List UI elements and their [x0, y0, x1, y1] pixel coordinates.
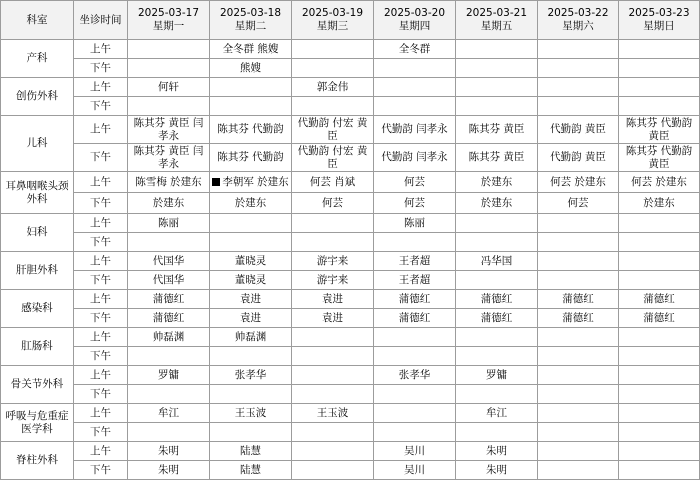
doctor-cell: 陈其芬 黄臣 闫孝永: [128, 144, 210, 172]
doctor-cell: [538, 461, 619, 480]
doctor-cell: [292, 40, 374, 59]
doctor-cell: 吴川: [374, 461, 456, 480]
doctor-cell: [292, 328, 374, 347]
doctor-cell: 陈其芬 代勤韵 黄臣: [619, 116, 700, 144]
doctor-cell: [374, 59, 456, 78]
doctor-cell: [210, 347, 292, 366]
doctor-cell: 於建东: [619, 193, 700, 214]
doctor-cell: [128, 347, 210, 366]
doctor-cell: [374, 328, 456, 347]
day-date: 2025-03-17: [137, 7, 200, 19]
doctor-cell: [292, 442, 374, 461]
doctor-cell: 蒲德红: [128, 290, 210, 309]
doctor-cell: [619, 214, 700, 233]
doctor-cell: 蒲德红: [619, 290, 700, 309]
doctor-cell: 袁进: [210, 290, 292, 309]
doctor-cell: [374, 404, 456, 423]
table-row: [1, 290, 700, 309]
doctor-cell: 熊嫂: [210, 59, 292, 78]
doctor-cell: 牟江: [128, 404, 210, 423]
department-name: 肛肠科: [1, 328, 74, 366]
period-cell: 上午: [74, 404, 128, 423]
department-name: 感染科: [1, 290, 74, 328]
doctor-cell: [128, 233, 210, 252]
table-row: [1, 193, 700, 214]
table-row: [1, 347, 700, 366]
doctor-cell: 朱明: [456, 461, 538, 480]
department-name: 耳鼻咽喉头颈外科: [1, 172, 74, 214]
doctor-cell: [619, 59, 700, 78]
doctor-cell: [619, 385, 700, 404]
doctor-cell: 帅磊渊: [210, 328, 292, 347]
period-cell: 下午: [74, 347, 128, 366]
doctor-cell: [619, 78, 700, 97]
doctor-cell: 朱明: [128, 442, 210, 461]
table-row: [1, 309, 700, 328]
day-header: [538, 1, 619, 40]
day-date: 2025-03-20: [383, 7, 446, 19]
doctor-cell: 何芸: [374, 193, 456, 214]
doctor-cell: 王者超: [374, 252, 456, 271]
table-row: [1, 233, 700, 252]
doctor-cell: 何轩: [128, 78, 210, 97]
doctor-cell: [210, 214, 292, 233]
doctor-cell: [619, 233, 700, 252]
doctor-cell: 董晓灵: [210, 271, 292, 290]
doctor-cell: [292, 423, 374, 442]
doctor-cell: 陆慧: [210, 442, 292, 461]
department-name: 呼吸与危重症医学科: [1, 404, 74, 442]
doctor-cell: [210, 172, 292, 193]
doctor-cell: 何芸: [292, 193, 374, 214]
doctor-cell: 於建东: [128, 193, 210, 214]
day-date: 2025-03-23: [628, 7, 690, 19]
doctor-cell: 郭金伟: [292, 78, 374, 97]
table-row: [1, 404, 700, 423]
doctor-cell: 陆慧: [210, 461, 292, 480]
doctor-cell: [538, 97, 619, 116]
day-header: [619, 1, 700, 40]
doctor-cell: 蒲德红: [456, 290, 538, 309]
doctor-cell: 蒲德红: [128, 309, 210, 328]
period-cell: 下午: [74, 309, 128, 328]
doctor-cell: [619, 404, 700, 423]
doctor-cell: [128, 385, 210, 404]
doctor-cell: [538, 347, 619, 366]
doctor-cell: [128, 97, 210, 116]
table-row: [1, 461, 700, 480]
doctor-cell: 袁进: [210, 309, 292, 328]
doctor-cell: [538, 385, 619, 404]
day-weekday: 星期六: [562, 20, 594, 32]
doctor-cell: [619, 442, 700, 461]
doctor-cell: [538, 233, 619, 252]
period-cell: 下午: [74, 233, 128, 252]
doctor-cell: 董晓灵: [210, 252, 292, 271]
day-weekday: 星期三: [316, 20, 349, 32]
doctor-cell: [619, 40, 700, 59]
doctor-cell: 陈其芬 黄臣: [456, 116, 538, 144]
period-cell: 上午: [74, 442, 128, 461]
doctor-cell: 蒲德红: [538, 309, 619, 328]
day-date: 2025-03-21: [465, 7, 528, 19]
table-row: [1, 252, 700, 271]
doctor-cell: 罗镛: [128, 366, 210, 385]
doctor-cell: [292, 347, 374, 366]
doctor-cell: 袁进: [292, 309, 374, 328]
doctor-cell: [456, 233, 538, 252]
doctor-cell: [374, 423, 456, 442]
doctor-cell: [538, 252, 619, 271]
doctor-cell: 帅磊渊: [128, 328, 210, 347]
doctor-cell: 王玉波: [210, 404, 292, 423]
doctor-cell: 朱明: [456, 442, 538, 461]
doctor-cell: [538, 40, 619, 59]
doctor-cell: [456, 78, 538, 97]
department-name: 产科: [1, 40, 74, 78]
schedule-body: [1, 40, 700, 480]
doctor-cell: [456, 328, 538, 347]
doctor-cell: [210, 233, 292, 252]
table-row: [1, 144, 700, 172]
department-name: 骨关节外科: [1, 366, 74, 404]
doctor-cell: [456, 214, 538, 233]
table-row: [1, 271, 700, 290]
doctor-cell: 蒲德红: [374, 309, 456, 328]
doctor-cell: 何芸 於建东: [538, 172, 619, 193]
period-cell: 上午: [74, 116, 128, 144]
doctor-cell: 陈丽: [374, 214, 456, 233]
doctor-cell: [619, 252, 700, 271]
period-cell: 下午: [74, 59, 128, 78]
doctor-cell: [374, 97, 456, 116]
doctor-cell: 全冬群 熊嫂: [210, 40, 292, 59]
doctor-cell: [292, 366, 374, 385]
period-cell: 上午: [74, 366, 128, 385]
table-row: [1, 328, 700, 347]
doctor-cell: 蒲德红: [619, 309, 700, 328]
doctor-cell: [538, 442, 619, 461]
period-cell: 下午: [74, 193, 128, 214]
table-row: [1, 97, 700, 116]
day-date: 2025-03-22: [547, 7, 609, 19]
doctor-cell: [538, 328, 619, 347]
doctor-cell: 陈丽: [128, 214, 210, 233]
doctor-cell: [374, 233, 456, 252]
doctor-cell: [374, 385, 456, 404]
day-header: [456, 1, 538, 40]
doctor-cell: [128, 423, 210, 442]
day-header: [210, 1, 292, 40]
doctor-cell: 袁进: [292, 290, 374, 309]
doctor-cell: 何芸 於建东: [619, 172, 700, 193]
doctor-cell: 於建东: [456, 193, 538, 214]
period-cell: 上午: [74, 214, 128, 233]
doctor-cell: 张孝华: [210, 366, 292, 385]
doctor-cell: [128, 40, 210, 59]
doctor-cell: [210, 385, 292, 404]
day-weekday: 星期二: [234, 20, 267, 32]
table-row: [1, 172, 700, 193]
department-name: 创伤外科: [1, 78, 74, 116]
day-header: [292, 1, 374, 40]
doctor-cell: [128, 59, 210, 78]
doctor-cell: [538, 366, 619, 385]
table-row: [1, 442, 700, 461]
doctor-cell: [456, 59, 538, 78]
doctor-cell: [456, 347, 538, 366]
doctor-cell: 陈其芬 代勤韵: [210, 144, 292, 172]
doctor-cell: [619, 328, 700, 347]
day-weekday: 星期五: [480, 20, 513, 32]
period-cell: 上午: [74, 290, 128, 309]
doctor-cell: [374, 347, 456, 366]
doctor-cell: [292, 461, 374, 480]
doctor-cell: 於建东: [456, 172, 538, 193]
doctor-cell: [210, 423, 292, 442]
doctor-cell: [619, 366, 700, 385]
doctor-cell: 游宇来: [292, 271, 374, 290]
doctor-cell: 代勤韵 付宏 黄臣: [292, 144, 374, 172]
day-weekday: 星期日: [643, 20, 675, 32]
doctor-cell: [619, 347, 700, 366]
doctor-cell: [456, 423, 538, 442]
doctor-cell: 朱明: [128, 461, 210, 480]
period-cell: 下午: [74, 461, 128, 480]
period-cell: 上午: [74, 78, 128, 97]
doctor-cell: [292, 97, 374, 116]
doctor-names: 李朝军 於建东: [222, 175, 289, 188]
black-square-mark: [212, 178, 220, 186]
day-date: 2025-03-19: [301, 7, 364, 19]
doctor-cell: 代勤韵 付宏 黄臣: [292, 116, 374, 144]
doctor-cell: 陈雪梅 於建东: [128, 172, 210, 193]
day-header: [374, 1, 456, 40]
table-row: [1, 78, 700, 97]
doctor-cell: 冯华国: [456, 252, 538, 271]
doctor-cell: [292, 233, 374, 252]
doctor-cell: 游宇来: [292, 252, 374, 271]
department-name: 脊柱外科: [1, 442, 74, 480]
doctor-cell: 代勤韵 闫孝永: [374, 116, 456, 144]
doctor-cell: [538, 78, 619, 97]
table-row: [1, 366, 700, 385]
day-date: 2025-03-18: [219, 7, 282, 19]
doctor-cell: 代勤韵 黄臣: [538, 144, 619, 172]
doctor-cell: 何芸: [538, 193, 619, 214]
day-weekday: 星期一: [152, 20, 185, 32]
department-name: 妇科: [1, 214, 74, 252]
doctor-cell: [456, 271, 538, 290]
day-header: [128, 1, 210, 40]
day-weekday: 星期四: [398, 20, 431, 32]
period-cell: 上午: [74, 328, 128, 347]
period-cell: 上午: [74, 40, 128, 59]
table-row: [1, 116, 700, 144]
doctor-cell: 张孝华: [374, 366, 456, 385]
doctor-cell: [538, 404, 619, 423]
doctor-cell: 陈其芬 代勤韵: [210, 116, 292, 144]
doctor-cell: 代勤韵 闫孝永: [374, 144, 456, 172]
period-cell: 下午: [74, 385, 128, 404]
doctor-cell: [292, 214, 374, 233]
period-cell: 下午: [74, 271, 128, 290]
doctor-cell: 何芸 肖斌: [292, 172, 374, 193]
doctor-cell: [619, 423, 700, 442]
period-cell: 下午: [74, 144, 128, 172]
doctor-cell: [619, 97, 700, 116]
department-name: 肝胆外科: [1, 252, 74, 290]
doctor-cell: 陈其芬 黄臣 闫孝永: [128, 116, 210, 144]
doctor-cell: [538, 423, 619, 442]
table-row: [1, 40, 700, 59]
doctor-cell: 陈其芬 黄臣: [456, 144, 538, 172]
doctor-cell: [619, 271, 700, 290]
period-header: 坐诊时间: [74, 1, 128, 40]
doctor-cell: [292, 385, 374, 404]
period-cell: 上午: [74, 252, 128, 271]
dept-header: 科室: [1, 1, 74, 40]
doctor-cell: 罗镛: [456, 366, 538, 385]
table-row: [1, 214, 700, 233]
doctor-cell: 何芸: [374, 172, 456, 193]
header-row: [1, 1, 700, 40]
doctor-cell: 於建东: [210, 193, 292, 214]
doctor-cell: 蒲德红: [538, 290, 619, 309]
period-cell: 下午: [74, 423, 128, 442]
doctor-cell: 王玉波: [292, 404, 374, 423]
doctor-cell: [456, 40, 538, 59]
doctor-cell: 陈其芬 代勤韵 黄臣: [619, 144, 700, 172]
doctor-cell: [210, 97, 292, 116]
period-cell: 上午: [74, 172, 128, 193]
doctor-cell: [538, 271, 619, 290]
doctor-cell: [292, 59, 374, 78]
doctor-cell: [619, 461, 700, 480]
doctor-cell: 王者超: [374, 271, 456, 290]
table-row: [1, 385, 700, 404]
doctor-cell: [538, 59, 619, 78]
department-name: 儿科: [1, 116, 74, 172]
doctor-cell: [210, 78, 292, 97]
doctor-cell: 代国华: [128, 271, 210, 290]
doctor-cell: [538, 214, 619, 233]
period-cell: 下午: [74, 97, 128, 116]
doctor-cell: [374, 78, 456, 97]
doctor-cell: 蒲德红: [456, 309, 538, 328]
table-row: [1, 59, 700, 78]
doctor-cell: 代国华: [128, 252, 210, 271]
doctor-cell: 全冬群: [374, 40, 456, 59]
doctor-cell: 蒲德红: [374, 290, 456, 309]
table-row: [1, 423, 700, 442]
doctor-cell: 牟江: [456, 404, 538, 423]
doctor-cell: [456, 385, 538, 404]
doctor-cell: [456, 97, 538, 116]
doctor-cell: 吴川: [374, 442, 456, 461]
doctor-cell: 代勤韵 黄臣: [538, 116, 619, 144]
